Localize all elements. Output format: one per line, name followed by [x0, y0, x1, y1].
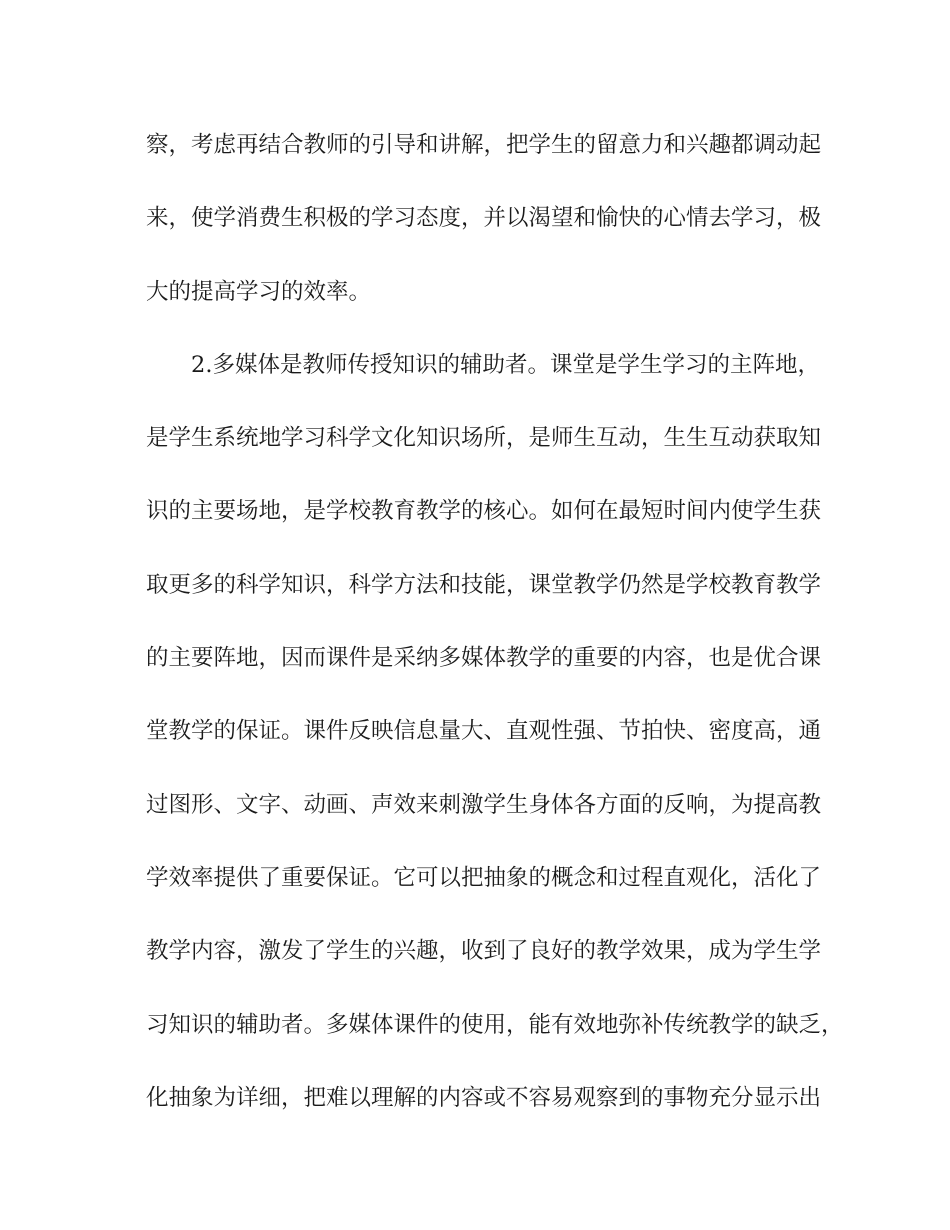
text-line: 过图形、文字、动画、声效来刺激学生身体各方面的反响，为提高教 [146, 791, 822, 818]
paragraph-start-line: 2.多媒体是教师传授知识的辅助者。课堂是学生学习的主阵地， [191, 351, 820, 378]
text-line: 习知识的辅助者。多媒体课件的使用，能有效地弥补传统教学的缺乏， [146, 1011, 844, 1038]
text-line: 堂教学的保证。课件反映信息量大、直观性强、节拍快、密度高，通 [146, 718, 822, 745]
text-line: 的主要阵地，因而课件是采纳多媒体教学的重要的内容，也是优合课 [146, 645, 822, 672]
text-line: 教学内容，激发了学生的兴趣，收到了良好的教学效果，成为学生学 [146, 938, 822, 965]
text-line: 察，考虑再结合教师的引导和讲解，把学生的留意力和兴趣都调动起 [146, 132, 822, 158]
text-line: 学效率提供了重要保证。它可以把抽象的概念和过程直观化，活化了 [146, 864, 822, 891]
text-line: 取更多的科学知识，科学方法和技能，课堂教学仍然是学校教育教学 [146, 571, 822, 598]
body-text [146, 120, 844, 1146]
text-line: 大的提高学习的效率。 [146, 278, 372, 305]
text-line: 是学生系统地学习科学文化知识场所，是师生互动，生生互动获取知 [146, 425, 822, 452]
text-line: 识的主要场地，是学校教育教学的核心。如何在最短时间内使学生获 [146, 498, 822, 525]
text-line: 化抽象为详细，把难以理解的内容或不容易观察到的事物充分显示出 [146, 1084, 822, 1111]
text-line: 来，使学消费生积极的学习态度，并以渴望和愉快的心情去学习，极 [146, 205, 822, 232]
